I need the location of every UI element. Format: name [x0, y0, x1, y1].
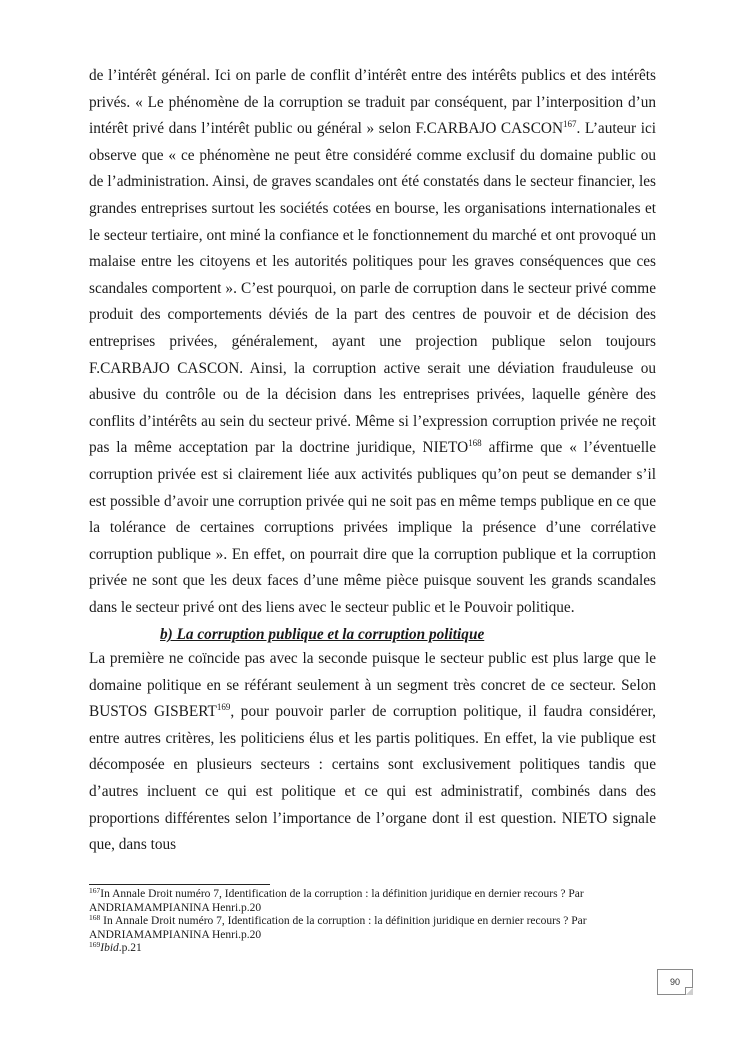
footnote-text: In Annale Droit numéro 7, Identification de la corruption : la définition juridique en dernier recours ? Par ANDRIAMAMPIANINA Henri.p.20 [89, 888, 584, 914]
footnote-167 [89, 888, 659, 915]
paragraph-text: affirme que « l’éventuelle corruption privée est si clairement liée aux activités publiques qu’on peut se demander s’il est possible d’avoir une corruption privée qui ne soit pas en même temps publique en ce que la tolérance de certaines corruptions privées implique la présence d’une corrélative corruption publique ». En effet, on pourrait dire que la corruption publique et la corruption privée ne sont que les deux faces d’une même pièce puisque souvent les grands scandales dans le secteur privé ont des liens avec le secteur public et le Pouvoir politique. [89, 439, 656, 616]
footnote-ref-167[interactable]: 167 [563, 119, 577, 130]
paragraph-text: . L’auteur ici observe que « ce phénomène ne peut être considéré comme exclusif du domaine public ou de l’administration. Ainsi, de graves scandales ont été constatés dans le secteur financier, les grandes entreprises surtout les sociétés cotées en bourse, les organisations internationales et le secteur tertiaire, ont miné la confiance et le fonctionnement du marché et ont provoqué un malaise entre les citoyens et les autorités politiques pour les graves conséquences que ces scandales comportent ». C’est pourquoi, on parle de corruption dans le secteur privé comme produit des comportements déviés de la part des centres de pouvoir et de décision des entreprises privées, généralement, ayant une projection publique selon toujours F.CARBAJO CASCON. Ainsi, la corruption active serait une déviation frauduleuse ou abusive du contrôle ou de la décision dans les entreprises privées, laquelle génère des conflits d’intérêts au sein du secteur privé. Même si l’expression corruption privée ne reçoit pas la même acceptation par la doctrine juridique, NIETO [89, 120, 657, 457]
paragraph-text: La première ne coïncide pas avec la seconde puisque le secteur public est plus large que le domaine politique en se référant seulement à un segment très concret de ce secteur. Selon BUSTOS GISBERT [89, 650, 656, 721]
page-number-badge [657, 969, 693, 995]
paragraph-public-vs-political [89, 646, 656, 859]
paragraph-text: , pour pouvoir parler de corruption politique, il faudra considérer, entre autres critères, les politiciens élus et les partis politiques. En effet, la vie publique est décomposée en plusieurs secteurs : certains sont exclusivement politiques tandis que d’autres incluent ce qui est politique et ce qui est administratif, combinés dans des proportions différentes selon l’importance de l’organe dont il est question. NIETO signale que, dans tous [89, 703, 656, 854]
footnote-ibid: Ibid [100, 942, 119, 955]
footnote-number: 168 [89, 913, 101, 923]
page-number: 90 [669, 977, 680, 987]
paragraph-text: de l’intérêt général. Ici on parle de conflit d’intérêt entre des intérêts publics et des intérêts privés. « Le phénomène de la corruption se traduit par conséquent, par l’interposition d’un intérêt privé dans l’intérêt public ou général » selon F.CARBAJO CASCON [89, 67, 656, 138]
footnote-separator [89, 884, 270, 885]
footnote-168 [89, 915, 659, 942]
footnotes [89, 888, 659, 956]
section-heading: b) La corruption publique et la corruption politique [160, 626, 485, 643]
footnote-ref-168[interactable]: 168 [468, 438, 482, 449]
footnote-text: .p.21 [118, 942, 142, 955]
footnote-number: 169 [89, 940, 101, 950]
paragraph-conflict-of-interest [89, 63, 656, 621]
footnote-number: 167 [89, 886, 101, 895]
footnote-text: In Annale Droit numéro 7, Identification de la corruption : la définition juridique en dernier recours ? Par ANDRIAMAMPIANINA Henri.p.20 [89, 915, 587, 941]
footnote-169 [89, 942, 659, 956]
footnote-ref-169[interactable]: 169 [216, 702, 231, 713]
